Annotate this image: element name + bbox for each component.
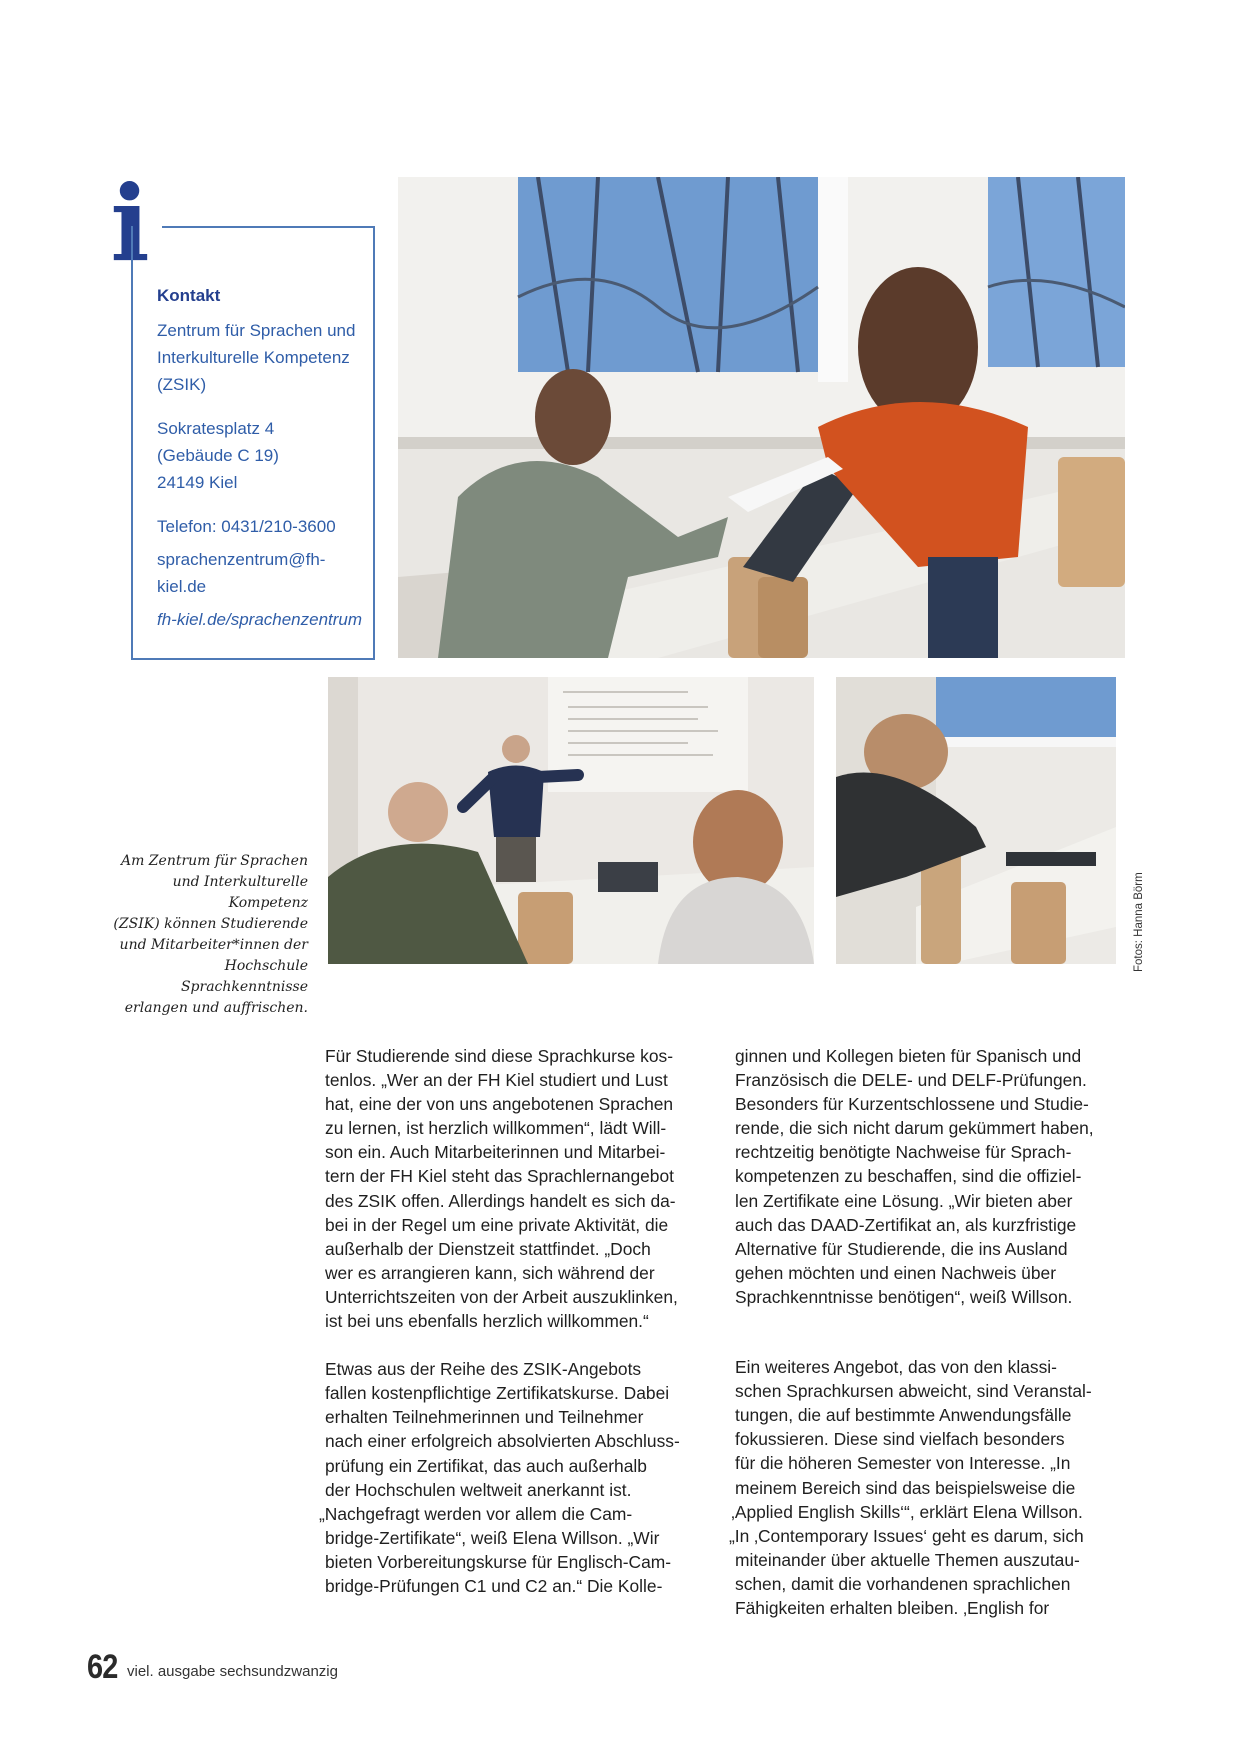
text-line: zu lernen, ist herzlich willkommen“, lädt Will- — [325, 1118, 667, 1139]
text-line: prüfung ein Zertifikat, das auch außerhalb — [325, 1455, 647, 1476]
text-line: bridge-Zertifikate“, weiß Elena Willson. „Wir — [325, 1527, 660, 1548]
text-line: ‚Applied English Skills‘“, erklärt Elena Willson. — [731, 1501, 1083, 1522]
paragraph — [325, 1044, 710, 1333]
caption-line: Hochschule Sprachkenntnisse — [180, 958, 308, 995]
text-line: ginnen und Kollegen bieten für Spanisch und — [735, 1046, 1082, 1066]
photo-classroom-conversation — [398, 177, 1125, 658]
text-line: für die höheren Semester von Interesse. „In — [735, 1453, 1071, 1474]
text-line: bieten Vorbereitungskurse für Englisch-Cam- — [325, 1551, 672, 1572]
text-line: Besonders für Kurzentschlossene und Studie- — [735, 1094, 1089, 1115]
text-line: nach einer erfolgreich absolvierten Abschluss- — [325, 1431, 680, 1452]
text-line: fallen kostenpflichtige Zertifikatskurse. Dabei — [325, 1383, 670, 1404]
text-line: des ZSIK offen. Allerdings handelt es sich da- — [325, 1190, 676, 1211]
text-line: schen Sprachkursen abweicht, sind Veranstal- — [735, 1381, 1092, 1402]
address-line: (Gebäude C 19) — [157, 446, 279, 465]
text-line: erhalten Teilnehmerinnen und Teilnehmer — [325, 1407, 644, 1428]
text-line: „In ‚Contemporary Issues‘ geht es darum, sich — [729, 1525, 1084, 1546]
text-line: außerhalb der Dienstzeit stattfindet. „Doch — [325, 1238, 651, 1259]
text-line: Fähigkeiten erhalten bleiben. ‚English for — [735, 1597, 1050, 1618]
text-line: „Nachgefragt werden vor allem die Cam- — [319, 1503, 633, 1524]
contact-phone: Telefon: 0431/210-3600 — [157, 517, 336, 536]
article-column-left — [319, 1044, 710, 1598]
magazine-issue: viel. ausgabe sechsundzwanzig — [127, 1663, 338, 1680]
text-line: tenlos. „Wer an der FH Kiel studiert und Lust — [325, 1070, 668, 1091]
text-line: Französisch die DELE- und DELF-Prüfungen. — [735, 1070, 1087, 1091]
text-line: schen, damit die vorhandenen sprachlichen — [735, 1573, 1071, 1594]
contact-address — [157, 415, 372, 496]
text-line: ist bei uns ebenfalls herzlich willkommen.“ — [325, 1311, 649, 1332]
text-line: tern der FH Kiel steht das Sprachlernangebot — [325, 1166, 674, 1187]
photo-caption — [110, 851, 308, 1019]
photo-student-writing — [836, 677, 1116, 964]
org-line: Zentrum für Sprachen und — [157, 321, 356, 340]
text-line: Für Studierende sind diese Sprachkurse kos- — [325, 1046, 673, 1066]
text-line: bridge-Prüfungen C1 und C2 an.“ Die Kolle- — [325, 1575, 663, 1596]
org-line: (ZSIK) — [157, 375, 207, 394]
text-line: Sprachkenntnisse benötigen“, weiß Willson. — [735, 1286, 1073, 1307]
text-line: kompetenzen zu beschaffen, sind die offiziel- — [735, 1166, 1082, 1187]
text-line: wer es arrangieren kann, sich während der — [325, 1262, 655, 1283]
address-line: 24149 Kiel — [157, 473, 238, 492]
text-line: gehen möchten und einen Nachweis über — [735, 1262, 1056, 1283]
text-line: Etwas aus der Reihe des ZSIK-Angebots — [325, 1359, 642, 1380]
caption-line: erlangen und auffrischen. — [124, 1000, 308, 1016]
text-line: Ein weiteres Angebot, das von den klassi- — [735, 1357, 1057, 1378]
text-line: bei in der Regel um eine private Aktivität, die — [325, 1214, 669, 1235]
caption-line: Am Zentrum für Sprachen — [120, 853, 308, 869]
text-line: hat, eine der von uns angebotenen Sprachen — [325, 1094, 674, 1115]
contact-website-link[interactable]: fh-kiel.de/sprachenzentrum — [157, 610, 363, 629]
contact-organization — [157, 317, 372, 398]
org-line: Interkulturelle Kompetenz — [157, 348, 350, 367]
page-number: 62 — [87, 1648, 118, 1686]
contact-email[interactable]: sprachenzentrum@fh-kiel.de — [157, 550, 326, 596]
text-line: rende, die sich nicht darum gekümmert haben, — [735, 1118, 1094, 1139]
paragraph — [735, 1044, 1125, 1309]
photo-lecturer-presenting — [328, 677, 814, 964]
caption-line: und Interkulturelle Kompetenz — [172, 874, 308, 911]
address-line: Sokratesplatz 4 — [157, 419, 275, 438]
text-line: son ein. Auch Mitarbeiterinnen und Mitarbei- — [325, 1142, 666, 1163]
text-line: miteinander über aktuelle Themen auszutau- — [735, 1549, 1080, 1570]
caption-line: und Mitarbeiter*innen der — [119, 937, 308, 953]
info-icon: i — [110, 162, 150, 285]
text-line: auch das DAAD-Zertifikat an, als kurzfristige — [735, 1214, 1077, 1235]
text-line: Alternative für Studierende, die ins Ausland — [735, 1238, 1068, 1259]
text-line: meinem Bereich sind das beispielsweise die — [735, 1477, 1076, 1498]
text-line: der Hochschulen weltweit anerkannt ist. — [325, 1479, 632, 1500]
contact-details — [157, 282, 372, 633]
text-line: rechtzeitig benötigte Nachweise für Sprach- — [735, 1142, 1072, 1163]
text-line: fokussieren. Diese sind vielfach besonders — [735, 1429, 1065, 1450]
caption-line: (ZSIK) können Studierende — [113, 916, 308, 932]
photo-credit: Fotos: Hanna Börm — [1133, 872, 1145, 972]
contact-title: Kontakt — [157, 286, 221, 305]
paragraph — [319, 1357, 710, 1598]
paragraph — [729, 1355, 1125, 1620]
text-line: Unterrichtszeiten von der Arbeit auszuklinken, — [325, 1286, 678, 1307]
text-line: tungen, die auf bestimmte Anwendungsfälle — [735, 1405, 1072, 1426]
article-column-right — [729, 1044, 1125, 1620]
text-line: len Zertifikate eine Lösung. „Wir bieten aber — [735, 1190, 1073, 1211]
